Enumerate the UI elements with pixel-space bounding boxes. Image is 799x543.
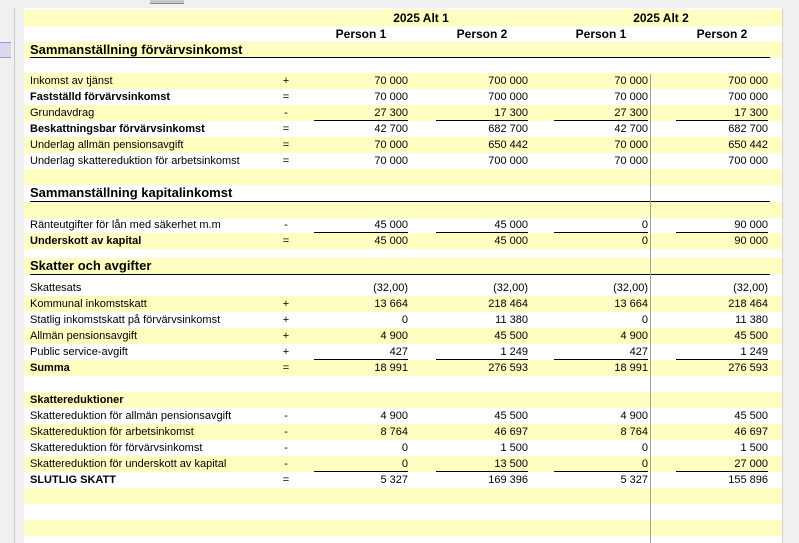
cell-alt1-person1[interactable]: 8 764 (380, 426, 408, 438)
cell-alt1-person1[interactable]: 18 991 (374, 362, 408, 374)
cell-alt1-person1[interactable]: 70 000 (374, 139, 408, 151)
row-operator: - (284, 442, 288, 454)
cell-alt2-person2[interactable]: 700 000 (728, 91, 768, 103)
cell-alt2-person1[interactable]: 0 (641, 442, 648, 454)
cell-alt2-person1[interactable]: 70 000 (614, 155, 648, 167)
cell-alt2-person1[interactable]: 70 000 (614, 91, 648, 103)
table-row (24, 312, 782, 328)
header-row-alternatives (24, 10, 782, 26)
row-label: Public service-avgift (30, 346, 128, 358)
row-label: Underskott av kapital (30, 235, 142, 247)
row-operator: = (282, 91, 290, 103)
row-label: Underlag allmän pensionsavgift (30, 139, 184, 151)
cell-alt2-person2[interactable]: 700 000 (728, 75, 768, 87)
cell-alt2-person1[interactable]: 4 900 (620, 410, 648, 422)
cell-alt1-person2[interactable]: 276 593 (488, 362, 528, 374)
cell-alt1-person1[interactable]: 0 (314, 456, 408, 472)
alt2-person2-header: Person 2 (696, 27, 748, 41)
blank-row (24, 376, 782, 392)
cell-alt1-person1[interactable]: 4 900 (380, 410, 408, 422)
row-operator: = (282, 139, 290, 151)
section-row (24, 258, 782, 274)
table-row (24, 73, 782, 89)
cell-alt2-person2[interactable]: 90 000 (676, 217, 768, 233)
cell-alt1-person1[interactable]: (32,00) (373, 282, 408, 294)
cell-alt2-person2[interactable]: 11 380 (735, 314, 768, 326)
section-title-reduktioner: Skattereduktioner (30, 394, 124, 406)
cell-alt2-person1[interactable]: 13 664 (614, 298, 648, 310)
cell-alt1-person1[interactable]: 42 700 (374, 123, 408, 135)
left-gutter (0, 8, 15, 543)
table-row (24, 472, 782, 488)
table-row (24, 440, 782, 456)
cell-alt1-person1[interactable]: 27 300 (314, 105, 408, 121)
cell-alt2-person1[interactable]: 70 000 (614, 139, 648, 151)
blank-row (24, 520, 782, 536)
row-label: Allmän pensionsavgift (30, 330, 138, 342)
table-row (24, 296, 782, 312)
table-row (24, 456, 782, 472)
cell-alt1-person1[interactable]: 13 664 (374, 298, 408, 310)
alt1-person1-header: Person 1 (335, 27, 387, 41)
table-row (24, 344, 782, 360)
cell-alt2-person2[interactable]: (32,00) (733, 282, 768, 294)
section-row (24, 185, 782, 201)
cell-alt1-person1[interactable]: 45 000 (314, 217, 408, 233)
cell-alt2-person1[interactable]: 0 (641, 314, 648, 326)
cell-alt1-person2[interactable]: 218 464 (488, 298, 528, 310)
section-title-forvarv: Sammanställning förvärvsinkomst (30, 42, 243, 57)
table-row (24, 408, 782, 424)
row-operator: = (282, 155, 290, 167)
cell-alt1-person2[interactable]: 45 500 (494, 330, 528, 342)
row-operator: + (282, 298, 290, 310)
table-row (24, 153, 782, 169)
row-label: Skattereduktion för underskott av kapital (30, 458, 227, 470)
cell-alt2-person1[interactable]: 70 000 (614, 75, 648, 87)
cell-alt2-person1[interactable]: 8 764 (620, 426, 648, 438)
section-rule (30, 274, 770, 275)
row-operator: - (284, 426, 288, 438)
row-operator: - (284, 410, 288, 422)
cell-alt2-person1[interactable]: 0 (641, 235, 648, 247)
table-row (24, 89, 782, 105)
row-operator: + (282, 346, 290, 358)
cell-alt1-person2[interactable]: 1 500 (500, 442, 528, 454)
row-operator: + (282, 330, 290, 342)
section-row (24, 42, 782, 58)
blank-row (24, 488, 782, 504)
cell-alt1-person2[interactable]: 650 442 (488, 139, 528, 151)
row-operator: = (282, 123, 290, 135)
section-title-skatter: Skatter och avgifter (30, 258, 152, 273)
cell-alt2-person1[interactable]: 42 700 (614, 123, 648, 135)
row-operator: + (282, 75, 290, 87)
row-operator: - (284, 458, 288, 470)
section-row (24, 392, 782, 408)
top-strip (0, 0, 799, 8)
blank-row (24, 504, 782, 520)
cell-alt2-person2[interactable]: 45 500 (734, 410, 768, 422)
cell-alt2-person2[interactable]: 27 000 (676, 456, 768, 472)
cell-alt1-person2[interactable]: 45 000 (436, 217, 528, 233)
cell-alt2-person2[interactable]: 155 896 (728, 474, 768, 486)
header-row-persons (24, 26, 782, 42)
cell-alt2-person1[interactable]: 18 991 (614, 362, 648, 374)
cell-alt1-person1[interactable]: 5 327 (380, 474, 408, 486)
column-divider (650, 74, 651, 543)
cell-alt1-person2[interactable]: (32,00) (493, 282, 528, 294)
cell-alt2-person2[interactable]: 17 300 (676, 105, 768, 121)
alt1-person2-header: Person 2 (456, 27, 508, 41)
row-operator: - (284, 107, 288, 119)
table-row (24, 217, 782, 233)
row-operator: - (284, 219, 288, 231)
row-label: Grundavdrag (30, 107, 95, 119)
table-row (24, 328, 782, 344)
section-title-kapital: Sammanställning kapitalinkomst (30, 185, 233, 200)
alt2-header: 2025 Alt 2 (633, 11, 689, 25)
blank-row (24, 58, 782, 74)
cell-alt2-person2[interactable]: 700 000 (728, 155, 768, 167)
cell-alt1-person2[interactable]: 13 500 (436, 456, 528, 472)
cell-alt2-person1[interactable]: 0 (554, 217, 648, 233)
cell-alt2-person2[interactable]: 46 697 (734, 426, 768, 438)
blank-row (24, 202, 782, 218)
row-label: Kommunal inkomstskatt (30, 298, 147, 310)
table-row (24, 137, 782, 153)
cell-alt1-person1[interactable]: 0 (401, 442, 408, 454)
sheet-tab-nub[interactable] (150, 0, 184, 4)
cell-alt2-person2[interactable]: 276 593 (728, 362, 768, 374)
cell-alt1-person2[interactable]: 45 000 (494, 235, 528, 247)
alt2-person1-header: Person 1 (575, 27, 627, 41)
row-label: Summa (30, 362, 70, 374)
table-row (24, 424, 782, 440)
row-operator: = (282, 474, 290, 486)
table-row (24, 105, 782, 121)
cell-alt2-person2[interactable]: 1 500 (740, 442, 768, 454)
cell-alt2-person1[interactable]: 5 327 (620, 474, 648, 486)
row-operator (279, 280, 293, 296)
cell-alt2-person2[interactable]: 90 000 (734, 235, 768, 247)
row-label: Fastställd förvärvsinkomst (30, 91, 170, 103)
row-label: SLUTLIG SKATT (30, 474, 116, 486)
tax-calculation-sheet (24, 8, 782, 543)
table-row (24, 280, 782, 296)
cell-alt1-person1[interactable]: 70 000 (374, 75, 408, 87)
table-row (24, 121, 782, 137)
blank-row (24, 169, 782, 185)
blank-row (24, 536, 782, 543)
cell-alt1-person1[interactable]: 0 (401, 314, 408, 326)
selection-marker (0, 42, 11, 58)
cell-alt1-person2[interactable]: 700 000 (488, 155, 528, 167)
cell-alt2-person1[interactable]: (32,00) (613, 282, 648, 294)
cell-alt1-person2[interactable]: 682 700 (488, 123, 528, 135)
cell-alt1-person2[interactable]: 700 000 (488, 91, 528, 103)
row-operator: = (282, 235, 290, 247)
cell-alt2-person2[interactable]: 45 500 (734, 330, 768, 342)
row-label: Statlig inkomstskatt på förvärvsinkomst (30, 314, 221, 326)
row-operator: = (282, 362, 290, 374)
cell-alt1-person2[interactable]: 45 500 (494, 410, 528, 422)
cell-alt2-person2[interactable]: 1 249 (676, 344, 768, 360)
cell-alt1-person1[interactable]: 70 000 (374, 91, 408, 103)
cell-alt1-person2[interactable]: 46 697 (494, 426, 528, 438)
row-label: Beskattningsbar förvärvsinkomst (30, 123, 205, 135)
table-row (24, 233, 782, 249)
cell-alt2-person1[interactable]: 0 (554, 456, 648, 472)
cell-alt1-person2[interactable]: 700 000 (488, 75, 528, 87)
cell-alt1-person1[interactable]: 45 000 (374, 235, 408, 247)
cell-alt2-person2[interactable]: 682 700 (728, 123, 768, 135)
cell-alt2-person1[interactable]: 27 300 (554, 105, 648, 121)
cell-alt1-person1[interactable]: 427 (314, 344, 408, 360)
cell-alt1-person2[interactable]: 17 300 (436, 105, 528, 121)
right-gutter (782, 8, 799, 543)
row-label: Underlag skattereduktion för arbetsinkomst (30, 155, 240, 167)
cell-alt1-person1[interactable]: 4 900 (380, 330, 408, 342)
row-label: Skattesats (30, 282, 82, 294)
cell-alt2-person1[interactable]: 4 900 (620, 330, 648, 342)
row-label: Inkomst av tjänst (30, 75, 113, 87)
cell-alt2-person2[interactable]: 650 442 (728, 139, 768, 151)
row-label: Skattereduktion för förvärvsinkomst (30, 442, 203, 454)
table-row (24, 360, 782, 376)
cell-alt2-person1[interactable]: 427 (554, 344, 648, 360)
cell-alt1-person2[interactable]: 1 249 (436, 344, 528, 360)
cell-alt1-person2[interactable]: 169 396 (488, 474, 528, 486)
row-label: Ränteutgifter för lån med säkerhet m.m (30, 219, 221, 231)
row-label: Skattereduktion för allmän pensionsavgift (30, 410, 232, 422)
cell-alt1-person1[interactable]: 70 000 (374, 155, 408, 167)
row-label: Skattereduktion för arbetsinkomst (30, 426, 194, 438)
alt1-header: 2025 Alt 1 (393, 11, 449, 25)
cell-alt2-person2[interactable]: 218 464 (728, 298, 768, 310)
cell-alt1-person2[interactable]: 11 380 (495, 314, 528, 326)
row-operator: + (282, 314, 290, 326)
